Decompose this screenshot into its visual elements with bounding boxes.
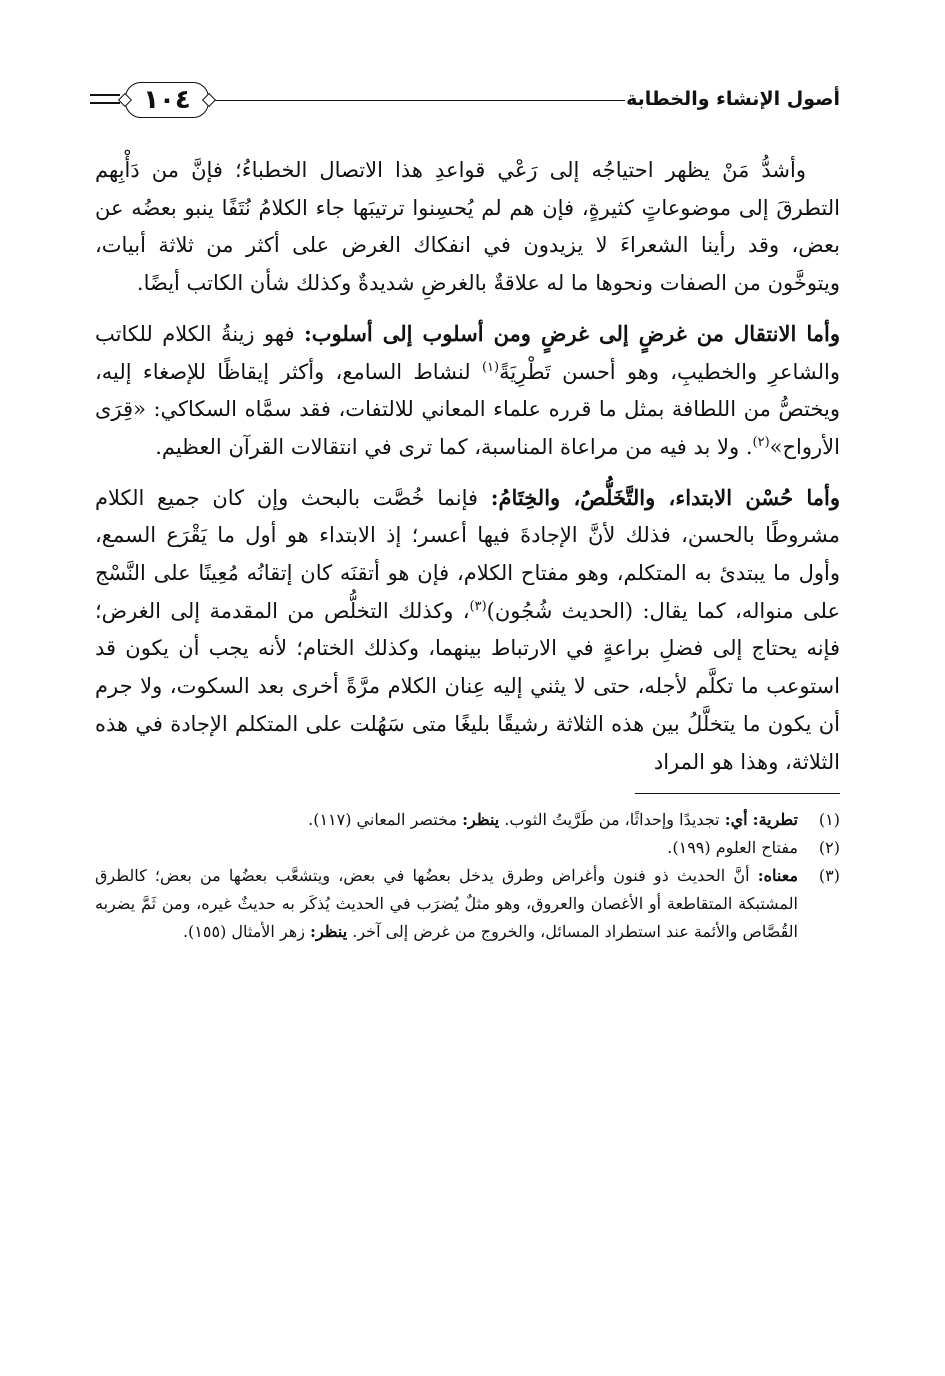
paragraph-2-text-c: . ولا بد فيه من مراعاة المناسبة، كما ترى في انتقالات القرآن العظيم. xyxy=(155,434,753,459)
page-header xyxy=(95,70,840,132)
footnote-ref-1[interactable]: (١) xyxy=(481,359,500,375)
footnote-ay: أي: xyxy=(724,810,748,830)
footnote-text: مفتاح العلوم (١٩٩). xyxy=(667,838,798,858)
header-rule xyxy=(213,100,625,101)
paragraph-3-text-a: فإنما خُصَّت بالبحث وإن كان جميع الكلام مشروطًا بالحسن، فذلك لأنَّ الإجادةَ فيها أعسر؛ إذ الابتداء هو أول ما يَقْرَع السمع، وأول ما يبتدئ به المتكلم، وهو مفتاح الكلام، فإن هو أتقنَه كان إتقانُه مُعِينًا على النَّسْج على منواله، كما يقال: (الحديث شُجُون) xyxy=(95,485,840,623)
footnote-3 xyxy=(95,862,840,946)
paragraph-1-text: وأشدُّ مَنْ يظهر احتياجُه إلى رَعْي قواعدِ هذا الاتصال الخطباءُ؛ فإنَّ من دَأْبِهم التطرقَ إلى موضوعاتٍ كثيرةٍ، فإن هم لم يُحسِنوا ترتيبَها جاء الكلامُ نُتَفًا ينبو بعضُه عن بعض، وقد رأينا الشعراءَ لا يزيدون في انفكاك الغرض على أكثر من ثلاثة أبيات، ويتوخَّون من الصفات ونحوها ما له علاقةٌ بالغرضِ شديدةٌ وكذلك شأن الكاتب أيضًا. xyxy=(95,158,840,296)
footnote-1 xyxy=(95,806,840,834)
footnote-term: معناه: xyxy=(757,866,799,886)
paragraph-2-text-b: لنشاط السامع، وأكثر إيقاظًا للإصغاء إليه، ويختصُّ من اللطافة بمثل ما قرره علماء المعاني للالتفات، فقد سمَّاه السكاكي: «قِرَى الأرواح» xyxy=(95,359,840,459)
paragraph-1 xyxy=(95,152,840,303)
paragraph-3 xyxy=(95,479,840,782)
paragraph-3-heading: وأما حُسْن الابتداء، والتَّخَلُّصُ، والخِتَامُ: xyxy=(490,484,840,510)
paragraph-2 xyxy=(95,315,840,467)
paragraph-2-heading: وأما الانتقال من غرضٍ إلى غرضٍ ومن أسلوب إلى أسلوب: xyxy=(303,320,840,346)
page-number: ١٠٤ xyxy=(125,82,209,118)
footnote-number: (١) xyxy=(818,810,840,830)
footnote-separator xyxy=(635,793,840,794)
running-title: أصول الإنشاء والخطابة xyxy=(626,88,840,110)
footnote-source: مختصر المعاني (١١٧). xyxy=(308,810,463,830)
footnotes xyxy=(95,806,840,946)
paragraph-2-text-a: فهو زينةُ الكلام للكاتب والشاعرِ والخطيبِ، وهو أحسن تَطْرِيَةً xyxy=(95,321,841,384)
footnote-number: (٣) xyxy=(818,866,840,886)
footnote-term: تطرية: xyxy=(752,810,798,830)
footnote-see: ينظر: xyxy=(462,810,500,830)
paragraph-3-text-b: ، وكذلك التخلُّص من المقدمة إلى الغرض؛ فإنه يحتاج إلى فضلِ براعةٍ في الارتباط بينهما، وكذلك الختام؛ لأنه يجب أن يكون قد استوعب ما تكلَّم لأجله، حتى لا يثني إليه عِنان الكلام مرَّةً أخرى بعد السكوت، ولا جرم أن يكون ما يتخلَّلُ بين هذه الثلاثة رشيقًا بليغًا متى سَهُلت على المتكلم الإجادة في هذه الثلاثة، وهذا هو المراد xyxy=(95,598,840,774)
footnote-number: (٢) xyxy=(818,838,840,858)
footnote-ref-2[interactable]: (٢) xyxy=(752,434,770,450)
footnote-text: أنَّ الحديث ذو فنون وأغراض وطرق يدخل بعضُها في بعض، ويتشعَّب بعضُها من بعض؛ كالطرق المشتبكة المتقاطعة أو الأغصان والعروق، وهو مثلٌ يُضرَب في الحديث يُذكَر به حديثٌ غيره، ومن ثَمَّ يضربه القُصَّاص والأئمة عند استطراد المسائل، والخروج من غرض إلى آخر. xyxy=(95,866,798,942)
header-ornament xyxy=(90,94,120,104)
footnote-source: زهر الأمثال (١٥٥). xyxy=(182,922,311,942)
footnote-ref-3[interactable]: (٣) xyxy=(469,598,487,614)
book-page xyxy=(95,70,840,1350)
footnote-see: ينظر: xyxy=(310,922,348,942)
footnote-text: تجديدًا وإحداثًا، من طَرَّيتُ الثوب. xyxy=(499,810,725,830)
main-text xyxy=(95,152,840,781)
footnote-2 xyxy=(95,834,840,862)
